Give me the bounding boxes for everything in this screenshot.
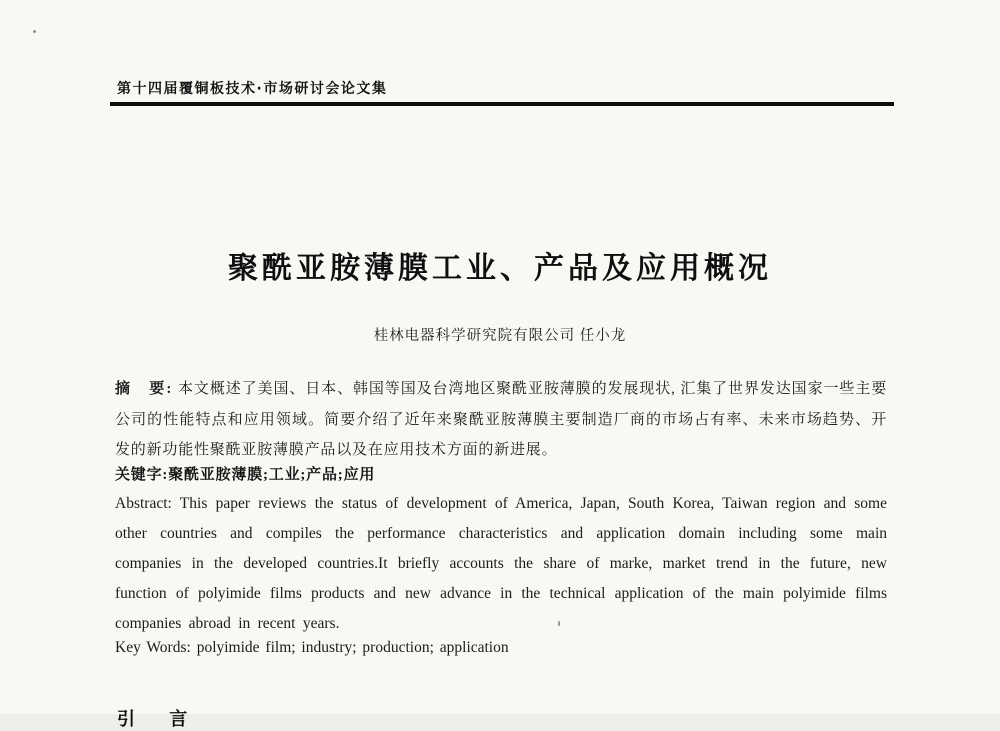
abstract-chinese <box>115 374 887 466</box>
clipped-section-heading: 引 言 <box>117 709 202 730</box>
keywords-english-label: Key Words: <box>115 639 191 656</box>
author-affiliation-line: 桂林电器科学研究院有限公司 任小龙 <box>373 328 627 344</box>
abstract-english-label: Abstract: <box>115 495 172 512</box>
keywords-english-text: polyimide film; industry; production; application <box>196 639 509 656</box>
running-header: 第十四届覆铜板技术·市场研讨会论文集 <box>117 81 388 97</box>
abstract-english <box>115 489 887 639</box>
abstract-chinese-label: 摘 要: <box>115 381 174 397</box>
header-rule <box>110 102 894 106</box>
paper-title: 聚酰亚胺薄膜工业、产品及应用概况 <box>228 251 772 286</box>
scan-artifact <box>558 621 560 626</box>
keywords-english <box>115 639 887 657</box>
abstract-chinese-text: 本文概述了美国、日本、韩国等国及台湾地区聚酰亚胺薄膜的发展现状, 汇集了世界发达国家一些主要公司的性能特点和应用领域。简要介绍了近年来聚酰亚胺薄膜主要制造厂商的市场占有率、未来市场趋势、开发的新功能性聚酰亚胺薄膜产品以及在应用技术方面的新进展。 <box>115 381 888 458</box>
scan-artifact <box>33 30 36 33</box>
keywords-chinese: 关键字:聚酰亚胺薄膜;工业;产品;应用 <box>115 467 376 483</box>
abstract-english-text: This paper reviews the status of development of America, Japan, South Korea, Taiwan region and some other countries and compiles the performance characteristics and application domain including some main companies in the developed countries.It briefly accounts the share of marke, market trend in the future, new function of polyimide films products and new advance in the technical application of the main polyimide films companies abroad in recent years. <box>115 495 887 632</box>
